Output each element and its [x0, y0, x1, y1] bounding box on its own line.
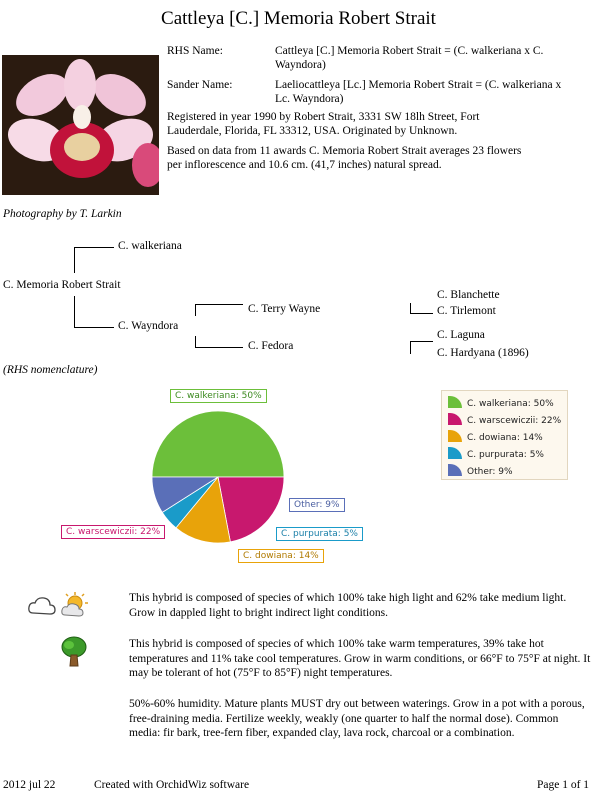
- pie-label-dowiana: C. dowiana: 14%: [238, 549, 324, 563]
- tree-connector: [410, 313, 433, 314]
- tree-ggp-3: C. Laguna: [437, 329, 485, 341]
- watering-requirements: 50%-60% humidity. Mature plants MUST dry out between waterings. Grow in a pot with a porous, free-draining media. Fertilize weekly, weakly (one quarter to half the normal dose). Common media: fir bark, tree-fern fiber, expanded clay, lava rock, charcoal or a combination.: [129, 698, 585, 739]
- sander-name-label: Sander Name:: [167, 79, 233, 91]
- sander-name-line1: Laeliocattleya [Lc.] Memoria Robert Strait = (C. walkeriana x: [275, 79, 562, 91]
- tree-connector: [74, 247, 114, 248]
- rhs-name-label: RHS Name:: [167, 45, 223, 57]
- tree-connector: [195, 347, 243, 348]
- tree-parent-b: C. Wayndora: [118, 320, 179, 332]
- awards-line1: Based on data from 11 awards C. Memoria Robert Strait averages 23 flowers: [167, 145, 522, 157]
- registration-line1: Registered in year 1990 by Robert Strait, 3331 SW 18lh Street, Fort: [167, 111, 480, 123]
- rhs-name-line1: Cattleya [C.] Memoria Robert Strait = (C. walkeriana x C.: [275, 45, 544, 57]
- registration-line2: Lauderdale, Florida, FL 33312, USA. Originated by Unknown.: [167, 125, 458, 137]
- tree-connector: [410, 341, 411, 354]
- legend-item: C. dowiana: 14%: [448, 430, 543, 443]
- tree-connector: [195, 336, 196, 347]
- legend-item: C. purpurata: 5%: [448, 447, 544, 460]
- legend-swatch: [448, 430, 462, 442]
- rhs-name-line2: Wayndora): [275, 59, 326, 71]
- nomenclature-note: (RHS nomenclature): [3, 364, 98, 376]
- legend-item: C. walkeriana: 50%: [448, 396, 554, 409]
- legend-swatch: [448, 464, 462, 476]
- legend-swatch: [448, 413, 462, 425]
- legend-item: C. warscewiczii: 22%: [448, 413, 561, 426]
- sun-cloud-icon: [27, 591, 93, 624]
- light-requirements: This hybrid is composed of species of which 100% take high light and 62% take medium light. Grow in dappled light to bright indirect light conditions.: [129, 592, 567, 619]
- sander-name-line2: Lc. Wayndora): [275, 93, 344, 105]
- legend-swatch: [448, 396, 462, 408]
- tree-ggp-1: C. Blanchette: [437, 289, 500, 301]
- awards-line2: per inflorescence and 10.6 cm. (41,7 inches) natural spread.: [167, 159, 442, 171]
- pie-label-warscewiczii: C. warscewiczii: 22%: [61, 525, 165, 539]
- tree-connector: [74, 327, 114, 328]
- tree-grandparent-2: C. Fedora: [248, 340, 294, 352]
- footer-date: 2012 jul 22: [3, 779, 56, 791]
- tree-parent-a: C. walkeriana: [118, 240, 182, 252]
- tree-ggp-4: C. Hardyana (1896): [437, 347, 529, 359]
- pie-label-walkeriana: C. walkeriana: 50%: [170, 389, 267, 403]
- tree-connector: [410, 303, 411, 313]
- pie-label-other: Other: 9%: [289, 498, 345, 512]
- pie-label-purpurata: C. purpurata: 5%: [276, 527, 363, 541]
- tree-connector: [74, 247, 75, 273]
- tree-grandparent-1: C. Terry Wayne: [248, 303, 321, 315]
- pie-slice-c-walkeriana: [152, 411, 284, 477]
- species-pie-chart: [140, 405, 300, 545]
- tree-hybrid: C. Memoria Robert Strait: [3, 279, 121, 291]
- legend-swatch: [448, 447, 462, 459]
- page-title: Cattleya [C.] Memoria Robert Strait: [161, 8, 436, 29]
- tree-connector: [74, 296, 75, 327]
- legend-item: Other: 9%: [448, 464, 513, 477]
- footer-page-number: Page 1 of 1: [537, 779, 590, 791]
- tree-icon: [60, 636, 88, 673]
- tree-ggp-2: C. Tirlemont: [437, 305, 496, 317]
- tree-connector: [195, 304, 196, 316]
- footer-created-with: Created with OrchidWiz software: [94, 779, 250, 791]
- tree-connector: [195, 304, 243, 305]
- tree-connector: [410, 341, 433, 342]
- chart-legend: [441, 390, 568, 480]
- temperature-requirements: This hybrid is composed of species of which 100% take warm temperatures, 39% take hot temperatures and 11% take cool temperatures. Grow in warm conditions, or 66°F to 75°F at night. It may be tolerant of hot (75°F to 85°F) night temperatures.: [129, 638, 591, 679]
- photo-credit: Photography by T. Larkin: [3, 208, 122, 220]
- orchid-photo: [2, 55, 159, 195]
